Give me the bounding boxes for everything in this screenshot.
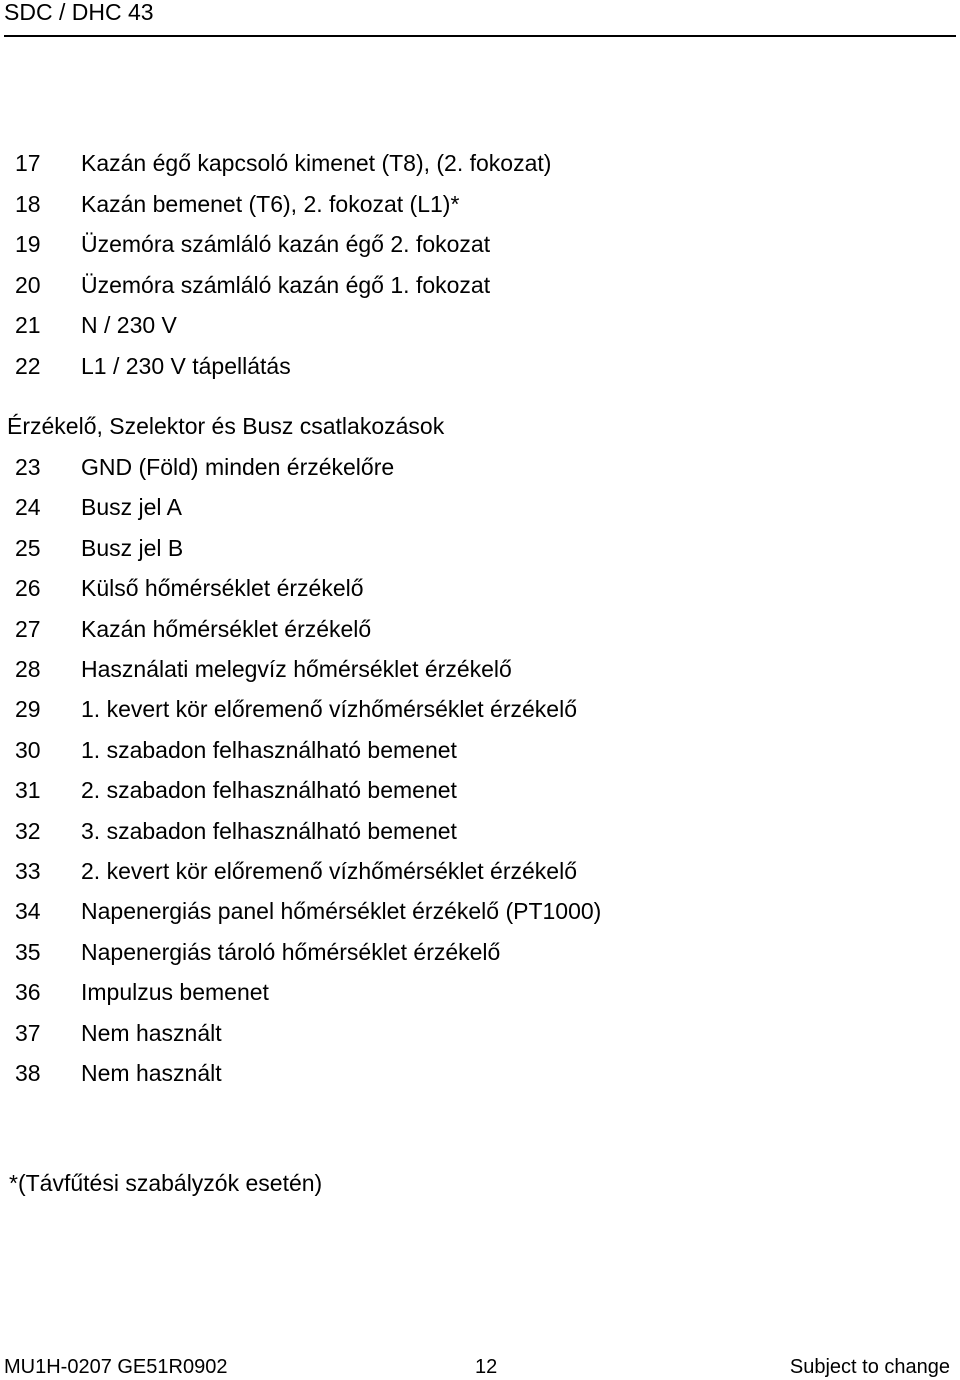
terminal-description: 1. kevert kör előremenő vízhőmérséklet érzékelő xyxy=(81,696,577,723)
terminal-number: 19 xyxy=(15,231,41,258)
terminal-number: 17 xyxy=(15,150,41,176)
terminal-description: Busz jel B xyxy=(81,534,184,561)
terminal-number: 23 xyxy=(15,454,41,480)
terminal-number: 30 xyxy=(15,736,41,763)
footer-doc-code: MU1H-0207 GE51R0902 xyxy=(4,1356,228,1378)
terminal-number: 25 xyxy=(15,534,41,561)
terminal-number: 33 xyxy=(15,858,41,884)
terminal-description: 2. szabadon felhasználható bemenet xyxy=(81,777,457,804)
terminal-description: Kazán hőmérséklet érzékelő xyxy=(81,615,372,642)
terminal-description: Kazán égő kapcsoló kimenet (T8), (2. fokozat) xyxy=(81,150,552,176)
terminal-number: 37 xyxy=(15,1019,41,1046)
document-header-title: SDC / DHC 43 xyxy=(4,0,154,25)
terminal-description: Üzemóra számláló kazán égő 2. fokozat xyxy=(81,231,491,258)
terminal-description: 3. szabadon felhasználható bemenet xyxy=(81,817,457,844)
terminal-description: GND (Föld) minden érzékelőre xyxy=(81,454,395,480)
terminal-number: 31 xyxy=(15,777,41,804)
section-heading: Érzékelő, Szelektor és Busz csatlakozások xyxy=(7,413,445,439)
terminal-description: Nem használt xyxy=(81,1060,222,1086)
terminal-description: 1. szabadon felhasználható bemenet xyxy=(81,736,457,763)
terminal-description: N / 230 V xyxy=(81,312,177,339)
terminal-number: 28 xyxy=(15,656,41,682)
terminal-description: Használati melegvíz hőmérséklet érzékelő xyxy=(81,656,512,682)
terminal-number: 27 xyxy=(15,615,41,642)
terminal-description: Üzemóra számláló kazán égő 1. fokozat xyxy=(81,271,491,298)
header-divider xyxy=(4,35,956,37)
terminal-description: L1 / 230 V tápellátás xyxy=(81,353,291,379)
footer-page-number: 12 xyxy=(475,1356,498,1378)
terminal-description: Külső hőmérséklet érzékelő xyxy=(81,575,364,602)
terminal-number: 32 xyxy=(15,817,41,844)
terminal-number: 26 xyxy=(15,575,41,602)
terminal-description: Impulzus bemenet xyxy=(81,979,269,1006)
terminal-description: Napenergiás tároló hőmérséklet érzékelő xyxy=(81,938,501,965)
terminal-number: 18 xyxy=(15,190,41,217)
terminal-number: 22 xyxy=(15,353,41,379)
terminal-number: 34 xyxy=(15,898,41,925)
terminal-description: Kazán bemenet (T6), 2. fokozat (L1)* xyxy=(81,190,460,217)
terminal-number: 35 xyxy=(15,938,41,965)
terminal-number: 36 xyxy=(15,979,41,1006)
footer-notice: Subject to change xyxy=(789,1356,950,1378)
footnote: *(Távfűtési szabályzók esetén) xyxy=(9,1170,323,1196)
terminal-description: 2. kevert kör előremenő vízhőmérséklet érzékelő xyxy=(81,858,577,884)
terminal-number: 38 xyxy=(15,1060,41,1086)
terminal-description: Napenergiás panel hőmérséklet érzékelő (PT1000) xyxy=(81,898,602,925)
terminal-number: 20 xyxy=(15,271,41,298)
terminal-number: 24 xyxy=(15,494,41,521)
terminal-number: 29 xyxy=(15,696,41,723)
terminal-number: 21 xyxy=(15,312,41,339)
terminal-description: Nem használt xyxy=(81,1019,222,1046)
terminal-description: Busz jel A xyxy=(81,494,182,521)
